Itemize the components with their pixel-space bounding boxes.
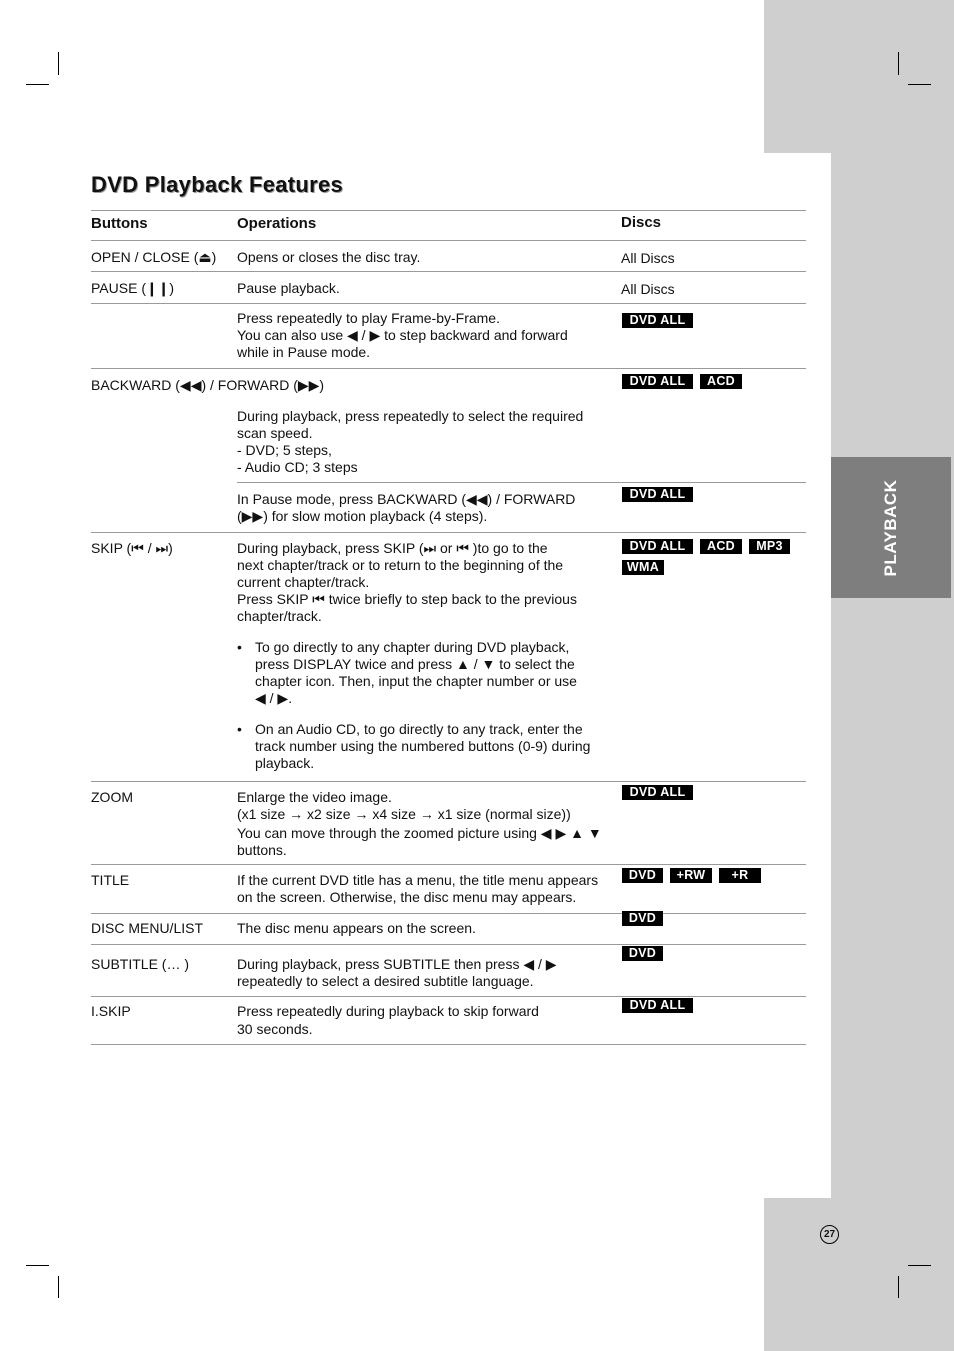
button-open-close: OPEN / CLOSE (⏏) — [91, 249, 217, 265]
crop-mark — [26, 1265, 49, 1266]
crop-mark — [26, 84, 49, 85]
crop-mark — [58, 52, 59, 75]
op-line: track number using the numbered buttons (0-9) during — [255, 738, 591, 754]
op-line: scan speed. — [237, 425, 313, 441]
disc-badge: DVD ALL — [622, 313, 693, 328]
op-iskip — [237, 1003, 539, 1038]
disc-badge: DVD ALL — [622, 539, 693, 554]
op-line: During playback, press SUBTITLE then press ◀ / ▶ — [237, 956, 557, 972]
op-disc-menu: The disc menu appears on the screen. — [237, 920, 476, 936]
op-line: Press repeatedly to play Frame-by-Frame. — [237, 310, 500, 326]
op-line: while in Pause mode. — [237, 344, 371, 360]
op-line: playback. — [255, 755, 315, 771]
table-rule — [237, 482, 806, 483]
disc-badge: ACD — [700, 539, 742, 554]
discs-pause: All Discs — [621, 281, 675, 297]
disc-badge: DVD — [622, 868, 663, 883]
op-line: ◀ / ▶. — [255, 690, 293, 706]
margin-panel-top — [764, 0, 954, 153]
table-rule — [91, 271, 806, 272]
op-line: In Pause mode, press BACKWARD (◀◀) / FORWARD — [237, 491, 576, 507]
op-subtitle — [237, 956, 557, 990]
op-title — [237, 872, 598, 906]
discs-open-close: All Discs — [621, 250, 675, 266]
table-rule — [91, 240, 806, 241]
disc-badge: +R — [719, 868, 761, 883]
op-line: Enlarge the video image. — [237, 789, 392, 805]
disc-badge: DVD ALL — [622, 487, 693, 502]
table-rule — [91, 781, 806, 782]
button-skip: SKIP (⏮ / ⏭) — [91, 540, 173, 556]
disc-badge: +RW — [670, 868, 712, 883]
bullet-item — [237, 721, 617, 772]
button-pause: PAUSE (❙❙) — [91, 280, 175, 296]
op-line: (x1 size → x2 size → x4 size → x1 size (normal size)) — [237, 806, 571, 822]
op-line: You can also use ◀ / ▶ to step backward and forward — [237, 327, 568, 343]
op-line: current chapter/track. — [237, 574, 370, 590]
op-line: next chapter/track or to return to the beginning of the — [237, 557, 564, 573]
table-rule — [91, 996, 806, 997]
op-line: chapter/track. — [237, 608, 322, 624]
op-line: 30 seconds. — [237, 1021, 313, 1037]
op-pause: Pause playback. — [237, 280, 340, 296]
op-line: repeatedly to select a desired subtitle language. — [237, 973, 534, 989]
op-line: (▶▶) for slow motion playback (4 steps). — [237, 508, 488, 524]
op-slow — [237, 491, 575, 525]
table-rule — [91, 913, 806, 914]
table-rule — [91, 368, 806, 369]
section-tab — [831, 457, 951, 598]
table-rule — [91, 864, 806, 865]
op-skip — [237, 540, 617, 772]
bullet-item — [237, 639, 617, 707]
crop-mark — [898, 1276, 899, 1298]
margin-panel — [831, 153, 954, 1198]
crop-mark — [898, 52, 899, 75]
op-line: • On an Audio CD, to go directly to any track, enter the — [255, 721, 583, 737]
margin-panel-bottom — [764, 1198, 954, 1351]
op-line: on the screen. Otherwise, the disc menu may appears. — [237, 889, 577, 905]
op-line: Press repeatedly during playback to skip forward — [237, 1003, 539, 1019]
header-discs: Discs — [621, 214, 662, 231]
crop-mark — [908, 1265, 931, 1266]
disc-badge: DVD — [622, 946, 663, 961]
page-title: DVD Playback Features — [91, 172, 344, 197]
table-rule — [91, 1044, 806, 1045]
table-rule — [91, 303, 806, 304]
op-line: Press SKIP ⏮ twice briefly to step back to the previous — [237, 591, 577, 607]
op-frame — [237, 310, 568, 361]
op-zoom — [237, 789, 602, 859]
op-line: - DVD; 5 steps, — [237, 442, 332, 458]
page-number: 27 — [820, 1225, 839, 1244]
button-backward-forward: BACKWARD (◀◀) / FORWARD (▶▶) — [91, 377, 325, 393]
button-iskip: I.SKIP — [91, 1003, 131, 1019]
button-zoom: ZOOM — [91, 789, 133, 805]
disc-badge: ACD — [700, 374, 742, 389]
op-line: press DISPLAY twice and press ▲ / ▼ to select the — [255, 656, 575, 672]
table-rule — [91, 944, 806, 945]
table-rule — [91, 532, 806, 533]
op-line: During playback, press SKIP (⏭ or ⏮ )to go to the — [237, 540, 548, 556]
op-open-close: Opens or closes the disc tray. — [237, 249, 421, 265]
table-rule — [91, 210, 806, 211]
button-subtitle: SUBTITLE (… ) — [91, 956, 190, 972]
disc-badge: DVD ALL — [622, 998, 693, 1013]
op-line: If the current DVD title has a menu, the title menu appears — [237, 872, 599, 888]
op-line: buttons. — [237, 842, 287, 858]
disc-badge: WMA — [622, 560, 664, 575]
disc-badge: MP3 — [749, 539, 790, 554]
disc-badge: DVD ALL — [622, 374, 693, 389]
disc-badge: DVD ALL — [622, 785, 693, 800]
section-tab-label: PLAYBACK — [881, 479, 900, 576]
crop-mark — [908, 84, 931, 85]
disc-badge: DVD — [622, 911, 663, 926]
bullet-list — [237, 639, 617, 772]
op-scan — [237, 408, 583, 476]
op-line: - Audio CD; 3 steps — [237, 459, 358, 475]
header-operations: Operations — [237, 215, 317, 232]
button-disc-menu: DISC MENU/LIST — [91, 920, 204, 936]
op-line: You can move through the zoomed picture using ◀ ▶ ▲ ▼ — [237, 825, 602, 841]
button-title: TITLE — [91, 872, 130, 888]
crop-mark — [58, 1276, 59, 1298]
header-buttons: Buttons — [91, 215, 148, 232]
op-line: During playback, press repeatedly to select the required — [237, 408, 584, 424]
op-line: chapter icon. Then, input the chapter number or use — [255, 673, 577, 689]
op-line: • To go directly to any chapter during DVD playback, — [255, 639, 570, 655]
